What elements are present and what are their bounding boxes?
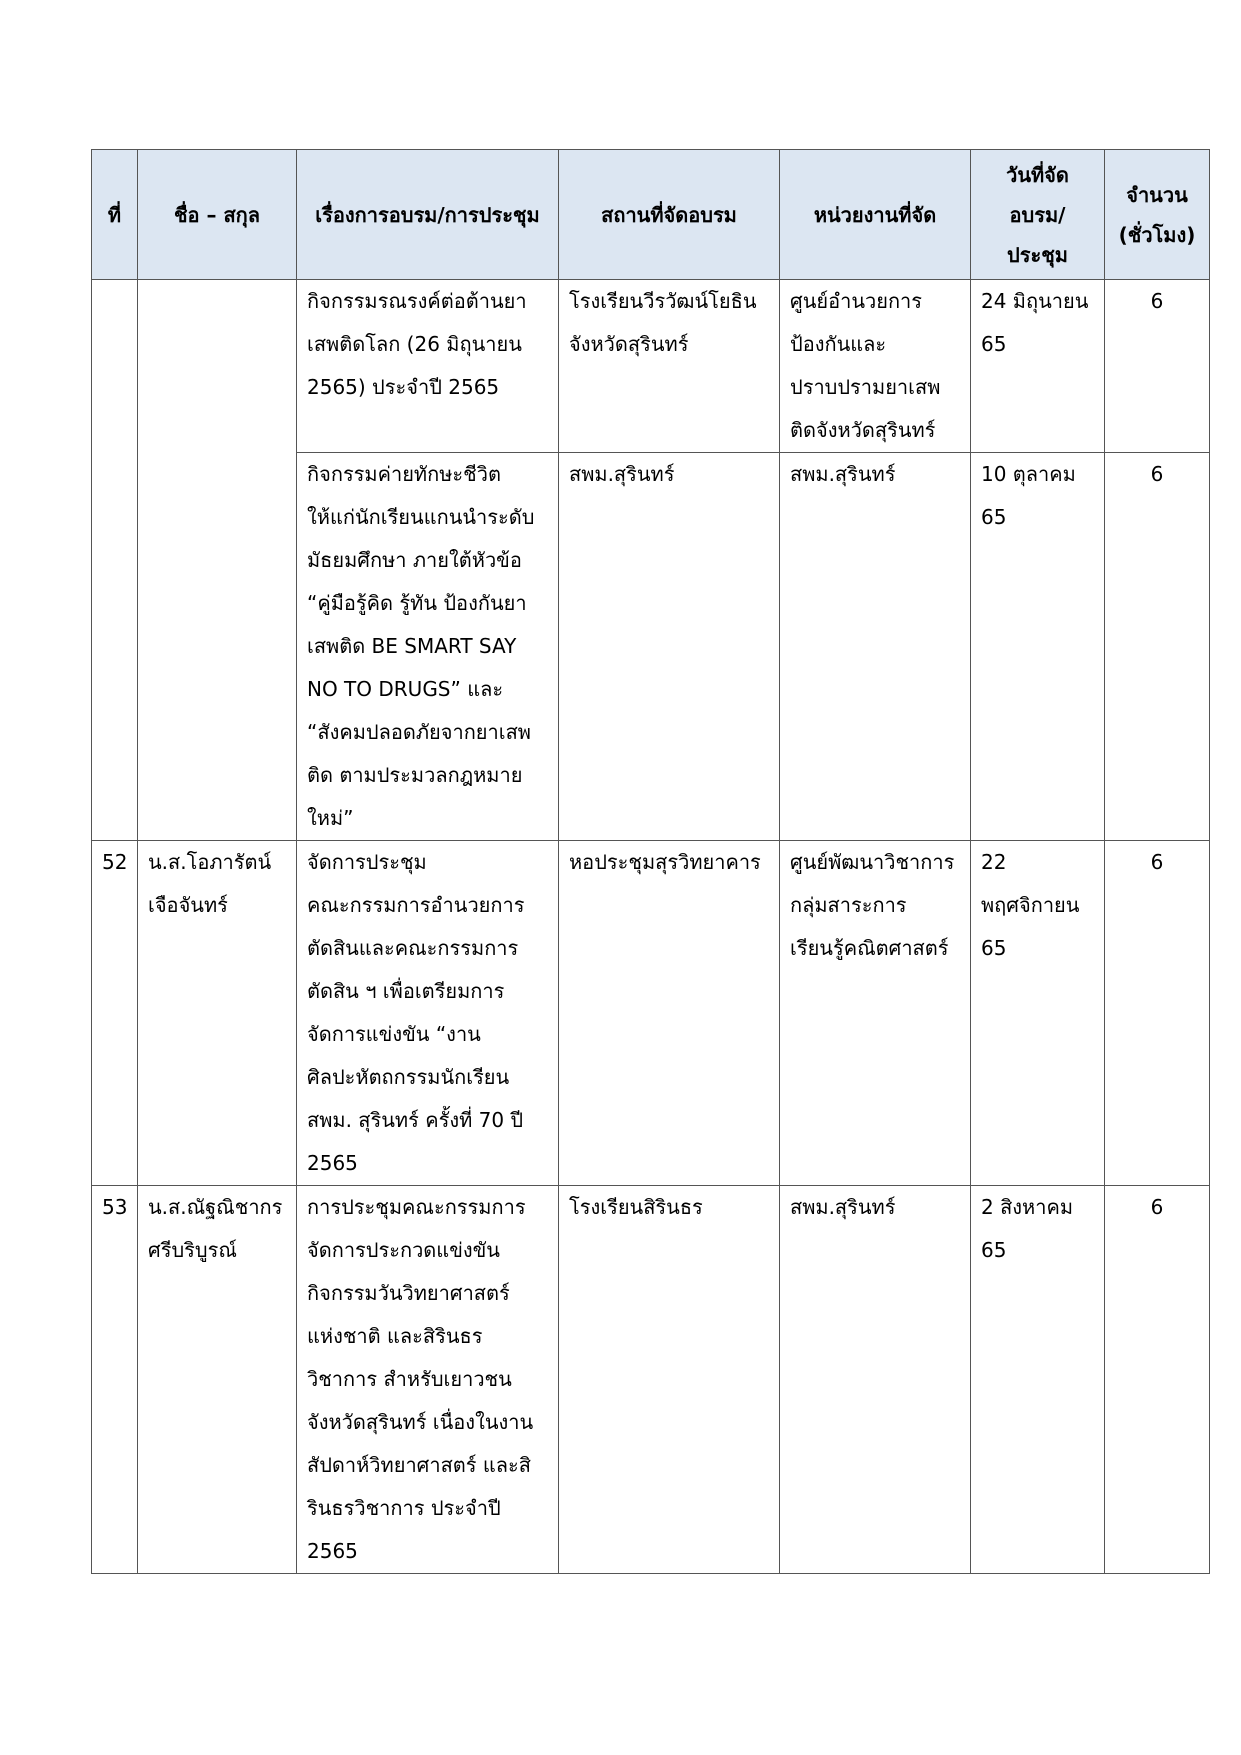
table-row bbox=[92, 280, 1210, 453]
cell-name bbox=[138, 280, 297, 841]
cell-line: เจือจันทร์ bbox=[148, 893, 228, 917]
cell-line: สพม.สุรินทร์ bbox=[790, 1195, 896, 1219]
cell-line: น.ส.โอภารัตน์ bbox=[148, 850, 272, 874]
cell-no: 53 bbox=[92, 1186, 138, 1574]
cell-line: ศรีบริบูรณ์ bbox=[148, 1238, 237, 1262]
cell-line: กลุ่มสาระการ bbox=[790, 893, 907, 917]
cell-line: 10 ตุลาคม bbox=[981, 462, 1076, 486]
cell-hours: 6 bbox=[1105, 1186, 1210, 1574]
cell-line: ที่ bbox=[107, 202, 122, 227]
table-row bbox=[92, 841, 1210, 1186]
col-header-place bbox=[559, 150, 780, 280]
cell-date bbox=[971, 453, 1105, 841]
header-row bbox=[92, 150, 1210, 280]
cell-line: เรื่องการอบรม/การประชุม bbox=[315, 202, 540, 227]
cell-line: จำนวน bbox=[1126, 182, 1188, 207]
cell-line: จัดการประชุม bbox=[307, 850, 427, 874]
cell-line: สพม. สุรินทร์ ครั้งที่ 70 ปี bbox=[307, 1108, 524, 1132]
cell-no: 52 bbox=[92, 841, 138, 1186]
cell-line: สถานที่จัดอบรม bbox=[601, 202, 737, 227]
cell-line: เสพติด BE SMART SAY bbox=[307, 634, 517, 658]
cell-place bbox=[559, 1186, 780, 1574]
cell-hours: 6 bbox=[1105, 453, 1210, 841]
cell-line: ศิลปะหัตถกรรมนักเรียน bbox=[307, 1065, 510, 1089]
cell-place bbox=[559, 280, 780, 453]
cell-line: NO TO DRUGS” และ bbox=[307, 677, 504, 701]
cell-line: 65 bbox=[981, 505, 1007, 529]
cell-line: ปราบปรามยาเสพ bbox=[790, 375, 941, 399]
cell-line: “คู่มือรู้คิด รู้ทัน ป้องกันยา bbox=[307, 591, 527, 615]
cell-line: ประชุม bbox=[1007, 242, 1068, 267]
cell-line: การประชุมคณะกรรมการ bbox=[307, 1195, 526, 1219]
col-header-name bbox=[138, 150, 297, 280]
cell-line: ให้แก่นักเรียนแกนนำระดับ bbox=[307, 505, 535, 529]
col-header-org bbox=[780, 150, 971, 280]
cell-line: สัปดาห์วิทยาศาสตร์ และสิ bbox=[307, 1453, 531, 1477]
cell-line: น.ส.ณัฐณิชากร bbox=[148, 1195, 283, 1219]
table-row bbox=[92, 1186, 1210, 1574]
cell-line: 22 bbox=[981, 850, 1007, 874]
cell-line: หน่วยงานที่จัด bbox=[813, 202, 937, 227]
cell-date bbox=[971, 841, 1105, 1186]
cell-line: 65 bbox=[981, 1238, 1007, 1262]
cell-place bbox=[559, 453, 780, 841]
cell-line: 2565) ประจำปี 2565 bbox=[307, 375, 500, 399]
cell-line: โรงเรียนวีรวัฒน์โยธิน bbox=[569, 289, 757, 313]
cell-line: จังหวัดสุรินทร์ bbox=[569, 332, 689, 356]
cell-org bbox=[780, 1186, 971, 1574]
training-table bbox=[91, 149, 1210, 1574]
cell-line: (ชั่วโมง) bbox=[1118, 222, 1196, 247]
cell-line: พฤศจิกายน bbox=[981, 893, 1080, 917]
cell-line: มัธยมศึกษา ภายใต้หัวข้อ bbox=[307, 548, 522, 572]
cell-line: สพม.สุรินทร์ bbox=[569, 462, 675, 486]
cell-line: เรียนรู้คณิตศาสตร์ bbox=[790, 936, 949, 960]
cell-name bbox=[138, 841, 297, 1186]
cell-line: 65 bbox=[981, 332, 1007, 356]
cell-line: กิจกรรมวันวิทยาศาสตร์ bbox=[307, 1281, 510, 1305]
cell-name bbox=[138, 1186, 297, 1574]
cell-date bbox=[971, 1186, 1105, 1574]
cell-line: ชื่อ – สกุล bbox=[173, 202, 261, 227]
cell-no bbox=[92, 280, 138, 841]
cell-hours: 6 bbox=[1105, 841, 1210, 1186]
cell-line: โรงเรียนสิรินธร bbox=[569, 1195, 703, 1219]
cell-line: กิจกรรมรณรงค์ต่อต้านยา bbox=[307, 289, 527, 313]
cell-org bbox=[780, 841, 971, 1186]
cell-line: 2 สิงหาคม bbox=[981, 1195, 1074, 1219]
cell-date bbox=[971, 280, 1105, 453]
col-header-topic bbox=[297, 150, 559, 280]
cell-line: ติดจังหวัดสุรินทร์ bbox=[790, 418, 936, 442]
col-header-hours bbox=[1105, 150, 1210, 280]
cell-topic bbox=[297, 841, 559, 1186]
cell-line: ตัดสิน ฯ เพื่อเตรียมการ bbox=[307, 979, 505, 1003]
cell-line: สพม.สุรินทร์ bbox=[790, 462, 896, 486]
cell-line: กิจกรรมค่ายทักษะชีวิต bbox=[307, 462, 501, 486]
col-header-no bbox=[92, 150, 138, 280]
cell-place bbox=[559, 841, 780, 1186]
cell-line: ศูนย์พัฒนาวิชาการ bbox=[790, 850, 955, 874]
cell-line: 2565 bbox=[307, 1151, 358, 1175]
cell-topic bbox=[297, 1186, 559, 1574]
cell-line: ป้องกันและ bbox=[790, 332, 887, 356]
cell-line: “สังคมปลอดภัยจากยาเสพ bbox=[307, 720, 531, 744]
cell-line: จัดการประกวดแข่งขัน bbox=[307, 1238, 500, 1262]
cell-line: วันที่จัด bbox=[1006, 162, 1069, 187]
cell-topic bbox=[297, 280, 559, 453]
cell-line: คณะกรรมการอำนวยการ bbox=[307, 893, 525, 917]
cell-org bbox=[780, 453, 971, 841]
cell-line: จัดการแข่งขัน “งาน bbox=[307, 1022, 481, 1046]
cell-hours: 6 bbox=[1105, 280, 1210, 453]
cell-topic bbox=[297, 453, 559, 841]
cell-line: ใหม่” bbox=[307, 806, 354, 830]
cell-line: 24 มิถุนายน bbox=[981, 289, 1089, 313]
cell-org bbox=[780, 280, 971, 453]
cell-line: 2565 bbox=[307, 1539, 358, 1563]
cell-line: หอประชุมสุรวิทยาคาร bbox=[569, 850, 761, 874]
cell-line: อบรม/ bbox=[1009, 202, 1066, 227]
table-body bbox=[92, 280, 1210, 1574]
cell-line: วิชาการ สำหรับเยาวชน bbox=[307, 1367, 512, 1391]
cell-line: รินธรวิชาการ ประจำปี bbox=[307, 1496, 501, 1520]
cell-line: 65 bbox=[981, 936, 1007, 960]
cell-line: ติด ตามประมวลกฎหมาย bbox=[307, 763, 523, 787]
cell-line: ศูนย์อำนวยการ bbox=[790, 289, 923, 313]
cell-line: แห่งชาติ และสิรินธร bbox=[307, 1324, 483, 1348]
col-header-date bbox=[971, 150, 1105, 280]
cell-line: ตัดสินและคณะกรรมการ bbox=[307, 936, 519, 960]
cell-line: เสพติดโลก (26 มิถุนายน bbox=[307, 332, 522, 356]
cell-line: จังหวัดสุรินทร์ เนื่องในงาน bbox=[307, 1410, 534, 1434]
